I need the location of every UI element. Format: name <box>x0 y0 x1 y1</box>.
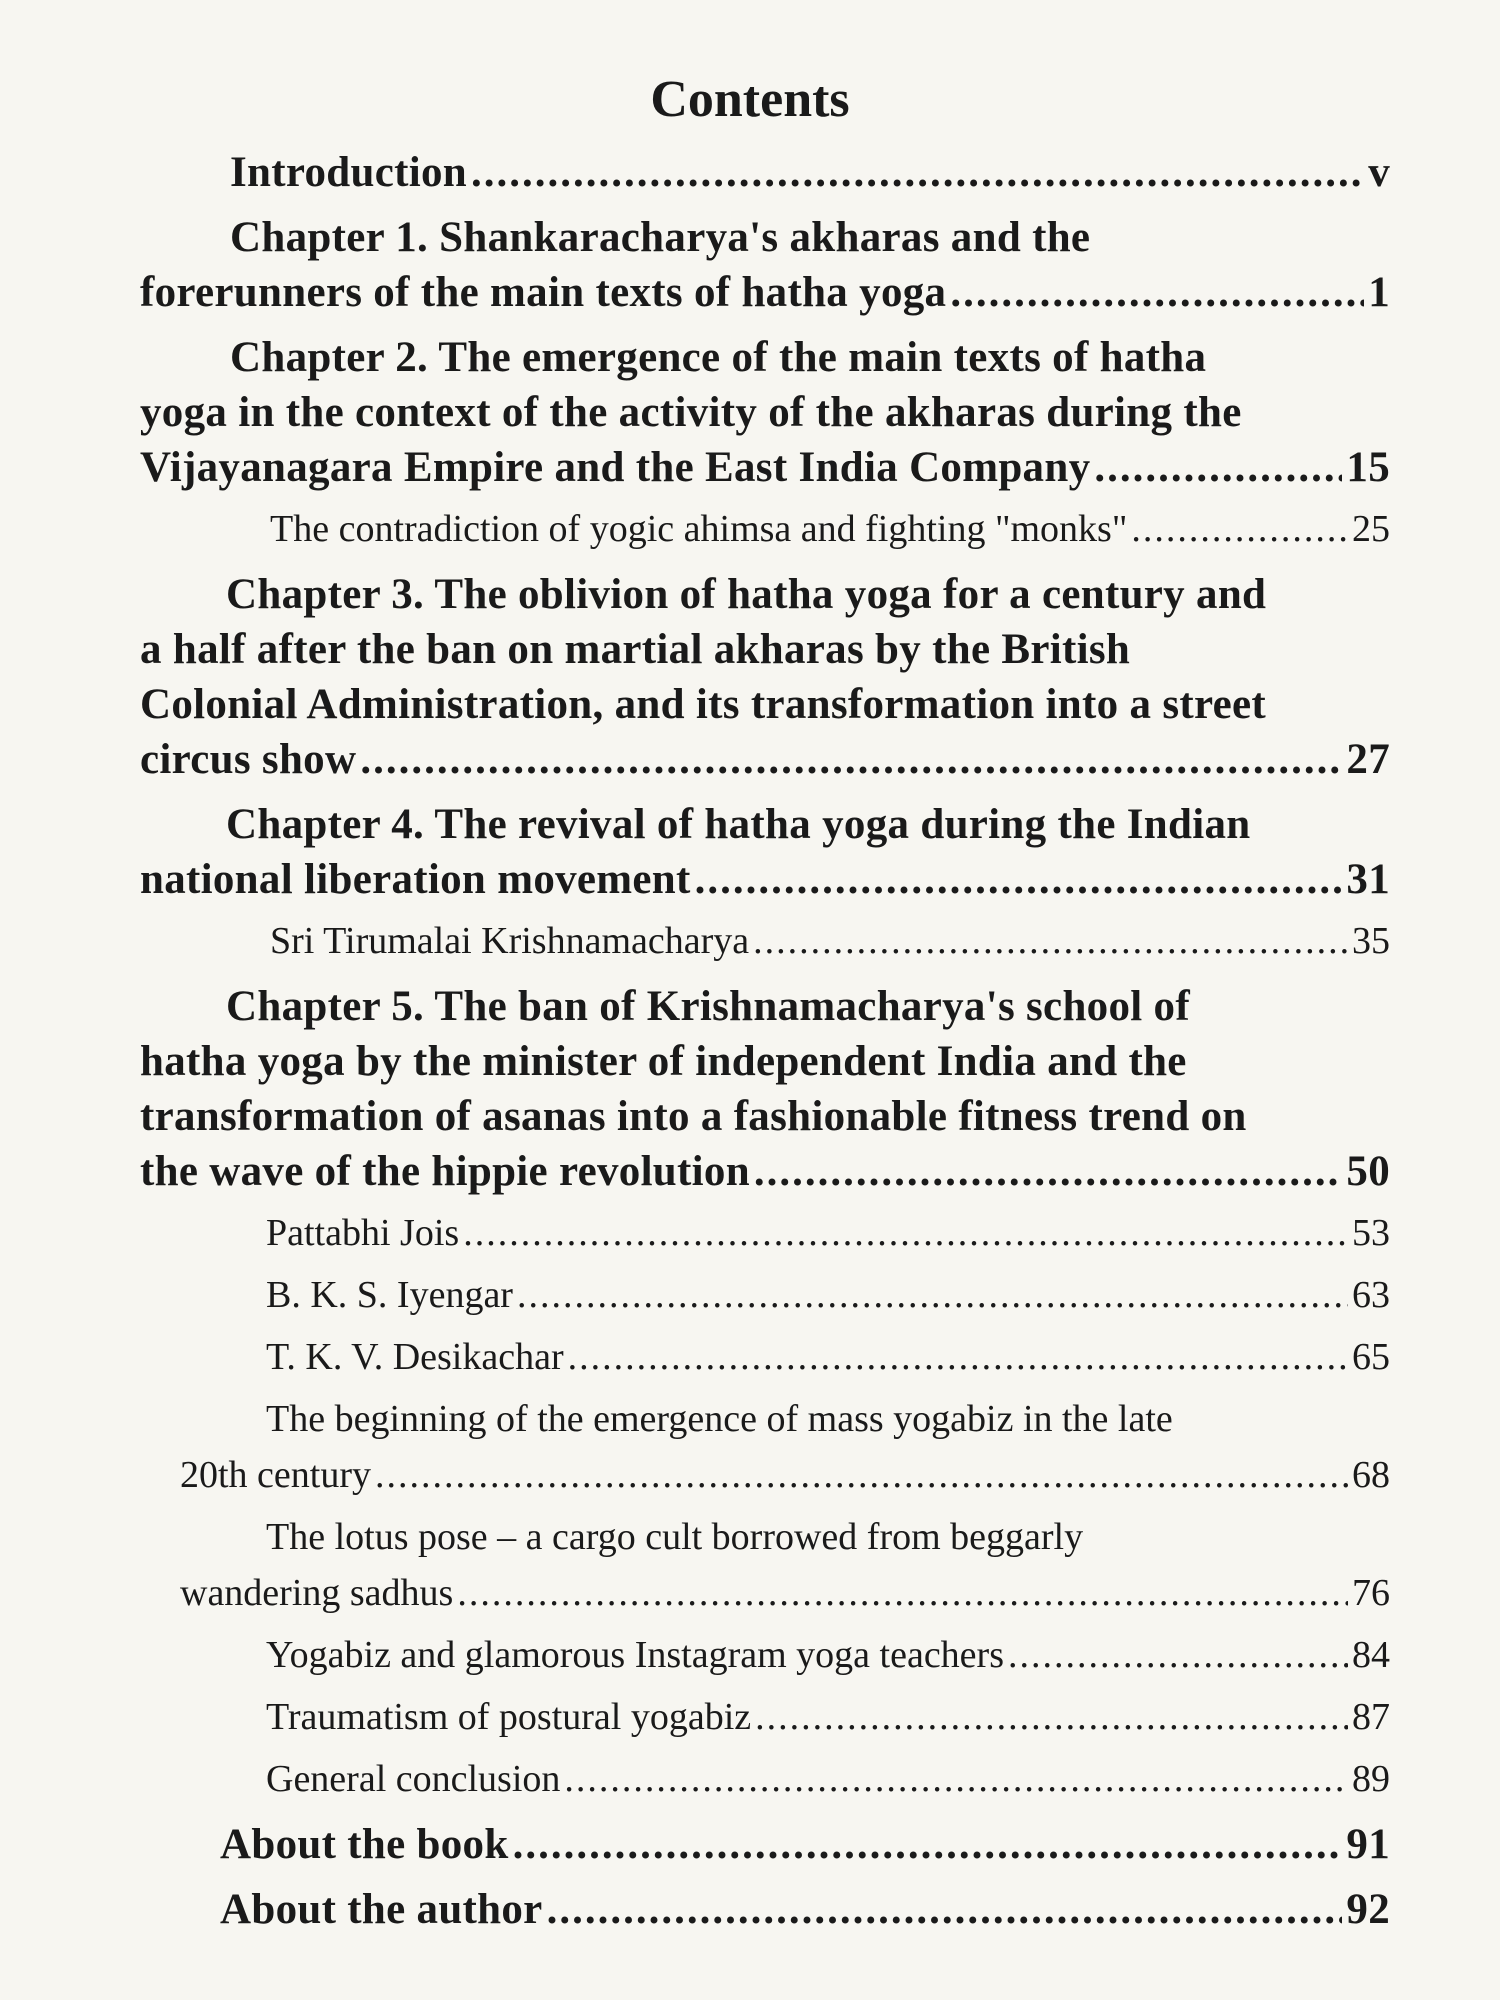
entry-title-line: national liberation movement <box>140 856 691 903</box>
entry-title-line: transformation of asanas into a fashionable fitness trend on <box>140 1093 1247 1140</box>
entry-title-line: Chapter 3. The oblivion of hatha yoga for a century and <box>226 571 1267 618</box>
page-number: 25 <box>1352 508 1390 550</box>
toc-entry-chapter-1[interactable] <box>140 210 1390 320</box>
page-number: 35 <box>1352 920 1390 962</box>
entry-title-line: Chapter 4. The revival of hatha yoga during the Indian <box>226 801 1251 848</box>
dot-leader <box>360 732 1342 787</box>
dot-leader <box>950 265 1364 320</box>
entry-title-line: Chapter 1. Shankaracharya's akharas and the <box>230 214 1091 261</box>
page-number: v <box>1368 149 1390 196</box>
dot-leader <box>1131 501 1348 557</box>
toc-entry-chapter-2[interactable] <box>140 330 1390 495</box>
toc-subentry-instagram[interactable] <box>140 1627 1390 1683</box>
entry-title-line: The lotus pose – a cargo cult borrowed from beggarly <box>266 1516 1084 1558</box>
dot-leader <box>755 1689 1348 1745</box>
entry-title-line: hatha yoga by the minister of independent India and the <box>140 1038 1187 1085</box>
entry-title-line: the wave of the hippie revolution <box>140 1148 750 1195</box>
dot-leader <box>753 913 1348 969</box>
toc-subentry-krishnamacharya[interactable] <box>140 913 1390 969</box>
toc-entry-about-book[interactable] <box>140 1817 1390 1872</box>
dot-leader <box>695 852 1343 907</box>
toc-subentry-desikachar[interactable] <box>140 1329 1390 1385</box>
dot-leader <box>375 1447 1348 1503</box>
dot-leader <box>457 1565 1348 1621</box>
page-number: 50 <box>1346 1148 1390 1195</box>
page-number: 91 <box>1346 1821 1390 1868</box>
entry-title-line: 20th century <box>180 1454 372 1496</box>
entry-title-line: Vijayanagara Empire and the East India Company <box>140 444 1091 491</box>
toc-entry-chapter-3[interactable] <box>140 567 1390 787</box>
toc-entry-introduction[interactable] <box>140 145 1390 200</box>
page-number: 89 <box>1352 1758 1390 1800</box>
entry-title-line: Chapter 5. The ban of Krishnamacharya's school of <box>226 983 1190 1030</box>
page-number: 27 <box>1346 736 1390 783</box>
dot-leader <box>471 145 1364 200</box>
dot-leader <box>568 1329 1348 1385</box>
toc-entry-chapter-5[interactable] <box>140 979 1390 1199</box>
toc-subentry-lotus-pose[interactable] <box>140 1509 1390 1621</box>
entry-title: The contradiction of yogic ahimsa and fighting "monks" <box>270 508 1128 550</box>
page-number: 87 <box>1352 1696 1390 1738</box>
entry-title-line: wandering sadhus <box>180 1572 454 1614</box>
entry-title: Introduction <box>230 149 467 196</box>
page-number: 92 <box>1346 1886 1390 1933</box>
entry-title: Pattabhi Jois <box>266 1212 460 1254</box>
entry-title: About the author <box>220 1886 543 1933</box>
entry-title: Yogabiz and glamorous Instagram yoga teachers <box>266 1634 1004 1676</box>
page-number: 63 <box>1352 1274 1390 1316</box>
dot-leader <box>1094 440 1342 495</box>
dot-leader <box>754 1144 1342 1199</box>
entry-title: T. K. V. Desikachar <box>266 1336 564 1378</box>
entry-title-line: a half after the ban on martial akharas by the British <box>140 626 1131 673</box>
entry-title: Sri Tirumalai Krishnamacharya <box>270 920 750 962</box>
page-number: 68 <box>1352 1454 1390 1496</box>
entry-title-line: Chapter 2. The emergence of the main texts of hatha <box>230 334 1207 381</box>
page-number: 84 <box>1352 1634 1390 1676</box>
entry-title-line: circus show <box>140 736 357 783</box>
entry-title: B. K. S. Iyengar <box>266 1274 513 1316</box>
page-number: 76 <box>1352 1572 1390 1614</box>
toc-subentry-pattabhi-jois[interactable] <box>140 1205 1390 1261</box>
page-number: 65 <box>1352 1336 1390 1378</box>
toc-subentry-ahimsa[interactable] <box>140 501 1390 557</box>
entry-title-line: The beginning of the emergence of mass yogabiz in the late <box>266 1398 1173 1440</box>
dot-leader <box>513 1817 1343 1872</box>
dot-leader <box>547 1882 1343 1937</box>
entry-title: About the book <box>220 1821 509 1868</box>
toc-subentry-general-conclusion[interactable] <box>140 1751 1390 1807</box>
dot-leader <box>1008 1627 1348 1683</box>
table-of-contents <box>140 145 1390 1937</box>
page-number: 1 <box>1368 269 1390 316</box>
toc-subentry-mass-yogabiz[interactable] <box>140 1391 1390 1503</box>
entry-title: Traumatism of postural yogabiz <box>266 1696 752 1738</box>
toc-entry-about-author[interactable] <box>140 1882 1390 1937</box>
page-number: 53 <box>1352 1212 1390 1254</box>
entry-title: General conclusion <box>266 1758 561 1800</box>
toc-subentry-iyengar[interactable] <box>140 1267 1390 1323</box>
page-number: 15 <box>1346 444 1390 491</box>
dot-leader <box>564 1751 1348 1807</box>
toc-entry-chapter-4[interactable] <box>140 797 1390 907</box>
entry-title-line: yoga in the context of the activity of the akharas during the <box>140 389 1242 436</box>
dot-leader <box>463 1205 1348 1261</box>
dot-leader <box>517 1267 1348 1323</box>
page-title: Contents <box>650 71 850 128</box>
page-number: 31 <box>1346 856 1390 903</box>
entry-title-line: Colonial Administration, and its transformation into a street <box>140 681 1266 728</box>
toc-subentry-traumatism[interactable] <box>140 1689 1390 1745</box>
entry-title-line: forerunners of the main texts of hatha yoga <box>140 269 947 316</box>
